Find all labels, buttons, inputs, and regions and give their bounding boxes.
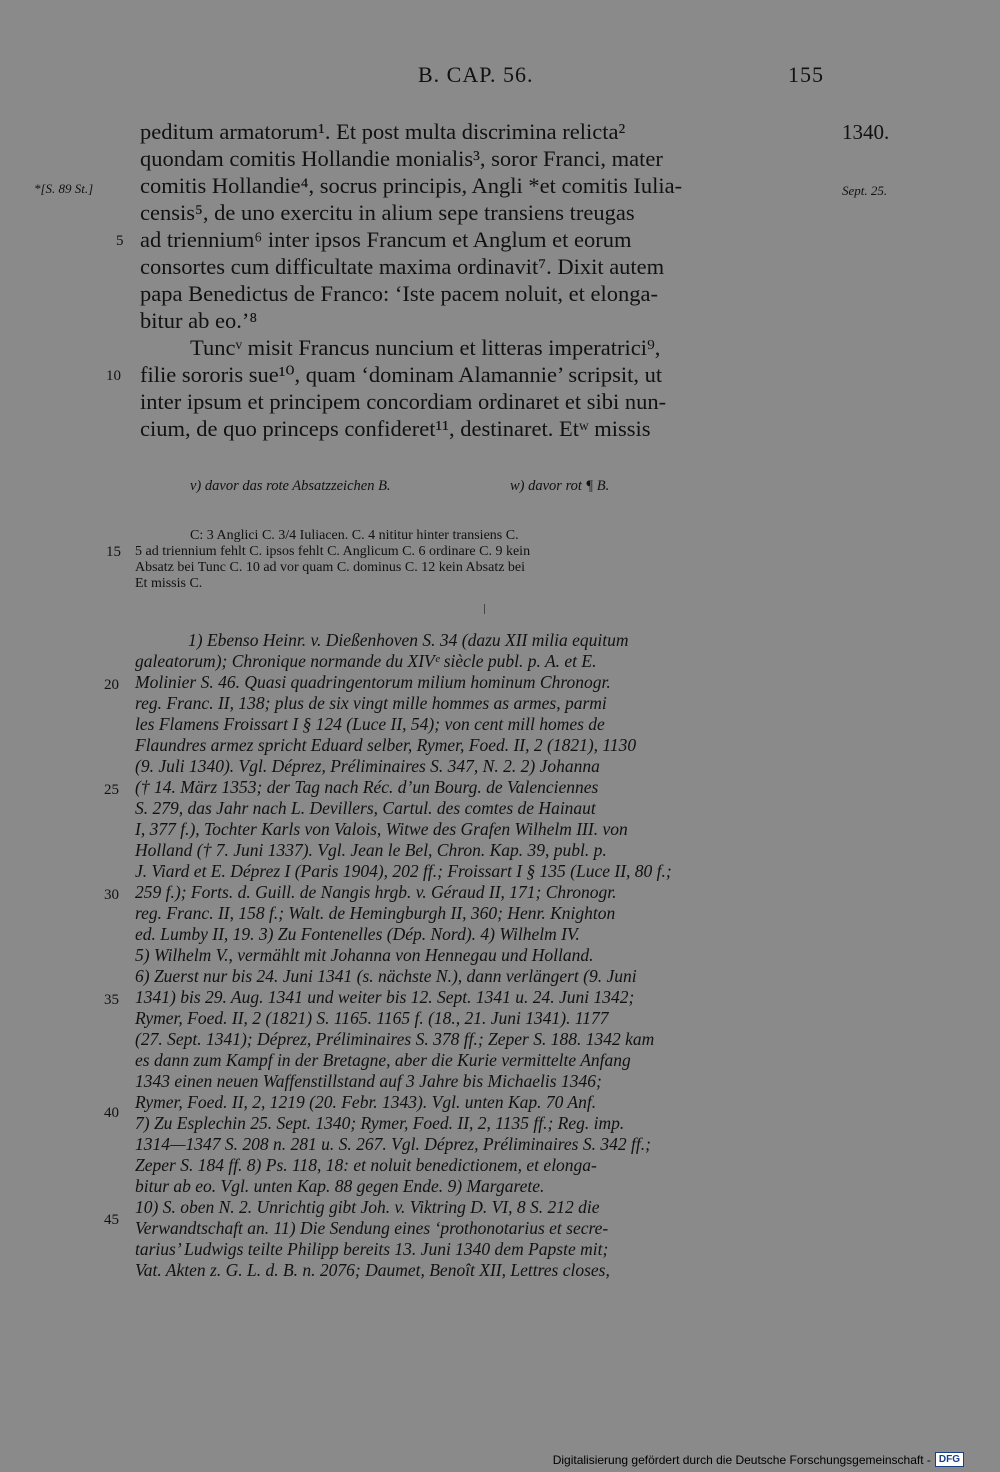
margin-year: 1340. xyxy=(842,120,890,144)
footnote-line: Molinier S. 46. Quasi quadringentorum milium hominum Chronogr. xyxy=(135,672,611,692)
running-title: B. CAP. 56. xyxy=(418,62,534,87)
line-number: 30 xyxy=(104,887,119,903)
dfg-footer xyxy=(553,1452,964,1467)
line-number: 10 xyxy=(106,368,121,384)
text-line: filie sororis sue¹⁰, quam ‘dominam Alamannie’ scripsit, ut xyxy=(140,362,663,387)
text-line: censis⁵, de uno exercitu in alium sepe transiens treugas xyxy=(140,200,635,225)
separator xyxy=(484,604,485,614)
apparatus-line: 5 ad triennium fehlt C. ipsos fehlt C. Anglicum C. 6 ordinare C. 9 kein xyxy=(135,544,531,559)
footnote-line: Flaundres armez spricht Eduard selber, Rymer, Foed. II, 2 (1821), 1130 xyxy=(135,735,637,755)
apparatus-line: C: 3 Anglici C. 3/4 Iuliacen. C. 4 nititur hinter transiens C. xyxy=(190,528,519,543)
footnote-line: S. 279, das Jahr nach L. Devillers, Cartul. des comtes de Hainaut xyxy=(135,798,596,818)
text-line: quondam comitis Hollandie monialis³, soror Franci, mater xyxy=(140,146,663,171)
footnote-line: tarius’ Ludwigs teilte Philipp bereits 13. Juni 1340 dem Papste mit; xyxy=(135,1239,609,1259)
text-line: peditum armatorum¹. Et post multa discrimina relicta² xyxy=(140,119,626,144)
margin-page-ref: *[S. 89 St.] xyxy=(34,181,94,196)
footnote-line: (27. Sept. 1341); Déprez, Préliminaires S. 378 ff.; Zeper S. 188. 1342 kam xyxy=(135,1029,655,1049)
footnote-line: 10) S. oben N. 2. Unrichtig gibt Joh. v. Viktring D. VI, 8 S. 212 die xyxy=(135,1197,600,1217)
text-line: cium, de quo princeps confideret¹¹, destinaret. Etʷ missis xyxy=(140,416,651,441)
footnote-line: Rymer, Foed. II, 2, 1219 (20. Febr. 1343). Vgl. unten Kap. 70 Anf. xyxy=(135,1092,597,1112)
line-number: 25 xyxy=(104,782,119,798)
footnote-line: 1341) bis 29. Aug. 1341 und weiter bis 12. Sept. 1341 u. 24. Juni 1342; xyxy=(135,987,635,1007)
footnote-line: ed. Lumby II, 19. 3) Zu Fontenelles (Dép. Nord). 4) Wilhelm IV. xyxy=(135,924,580,944)
footnote-line: 1314—1347 S. 208 n. 281 u. S. 267. Vgl. Déprez, Préliminaires S. 342 ff.; xyxy=(135,1134,651,1154)
footnote-line: Verwandtschaft an. 11) Die Sendung eines ‘prothonotarius et secre- xyxy=(135,1218,609,1238)
text-note-w: w) davor rot ¶ B. xyxy=(510,478,610,494)
footer-text: Digitalisierung gefördert durch die Deutsche Forschungsgemeinschaft - xyxy=(552,1452,931,1467)
footnote-line: les Flamens Froissart I § 124 (Luce II, 54); von cent mill homes de xyxy=(135,714,605,734)
text-line: Tuncᵛ misit Francus nuncium et litteras imperatrici⁹, xyxy=(190,335,661,360)
text-line: inter ipsum et principem concordiam ordinaret et sibi nun- xyxy=(140,389,667,414)
footnote-line: bitur ab eo. Vgl. unten Kap. 88 gegen Ende. 9) Margarete. xyxy=(135,1176,545,1196)
text-line: ad triennium⁶ inter ipsos Francum et Anglum et eorum xyxy=(140,227,632,252)
footnote-line: Holland († 7. Juni 1337). Vgl. Jean le Bel, Chron. Kap. 39, publ. p. xyxy=(135,840,607,860)
footnote-line: Vat. Akten z. G. L. d. B. n. 2076; Daumet, Benoît XII, Lettres closes, xyxy=(135,1260,610,1280)
line-number: 45 xyxy=(104,1212,119,1228)
apparatus-line: Absatz bei Tunc C. 10 ad vor quam C. dominus C. 12 kein Absatz bei xyxy=(135,560,526,575)
line-number: 5 xyxy=(116,233,124,249)
text-note-v: v) davor das rote Absatzzeichen B. xyxy=(190,478,391,494)
footnote-line: galeatorum); Chronique normande du XIVᵉ siècle publ. p. A. et E. xyxy=(135,651,597,671)
line-number: 20 xyxy=(104,677,119,693)
text-line: bitur ab eo.’⁸ xyxy=(140,308,258,333)
footnote-line: I, 377 f.), Tochter Karls von Valois, Witwe des Grafen Wilhelm III. von xyxy=(135,819,628,839)
text-line: consortes cum difficultate maxima ordinavit⁷. Dixit autem xyxy=(140,254,665,279)
footnote-line: 1343 einen neuen Waffenstillstand auf 3 Jahre bis Michaelis 1346; xyxy=(135,1071,602,1091)
footnote-line: J. Viard et E. Déprez I (Paris 1904), 202 ff.; Froissart I § 135 (Luce II, 80 f.; xyxy=(135,861,672,881)
footnote-line: 6) Zuerst nur bis 24. Juni 1341 (s. nächste N.), dann verlängert (9. Juni xyxy=(135,966,637,986)
dfg-logo: DFG xyxy=(935,1452,964,1467)
line-number: 15 xyxy=(106,544,121,560)
margin-date: Sept. 25. xyxy=(842,183,888,198)
footnote-line: reg. Franc. II, 138; plus de six vingt mille hommes as armes, parmi xyxy=(135,693,607,713)
footnote-line: 1) Ebenso Heinr. v. Dießenhoven S. 34 (dazu XII milia equitum xyxy=(188,630,629,650)
text-line: papa Benedictus de Franco: ‘Iste pacem noluit, et elonga- xyxy=(140,281,658,306)
footnote-line: Rymer, Foed. II, 2 (1821) S. 1165. 1165 f. (18., 21. Juni 1341). 1177 xyxy=(135,1008,609,1028)
footnote-line: 7) Zu Esplechin 25. Sept. 1340; Rymer, Foed. II, 2, 1135 ff.; Reg. imp. xyxy=(135,1113,625,1133)
text-line: comitis Hollandie⁴, socrus principis, Angli *et comitis Iulia- xyxy=(140,173,683,198)
footnote-line: 5) Wilhelm V., vermählt mit Johanna von Hennegau und Holland. xyxy=(135,945,594,965)
footnote-line: es dann zum Kampf in der Bretagne, aber die Kurie vermittelte Anfang xyxy=(135,1050,631,1070)
footnote-line: Zeper S. 184 ff. 8) Ps. 118, 18: et noluit benedictionem, et elonga- xyxy=(135,1155,597,1175)
footnote-line: 259 f.); Forts. d. Guill. de Nangis hrgb. v. Géraud II, 171; Chronogr. xyxy=(135,882,617,902)
apparatus-line: Et missis C. xyxy=(135,576,203,591)
line-number: 40 xyxy=(104,1105,119,1121)
line-number: 35 xyxy=(104,992,119,1008)
footnote-line: (9. Juli 1340). Vgl. Déprez, Préliminaires S. 347, N. 2. 2) Johanna xyxy=(135,756,600,776)
footnote-line: reg. Franc. II, 158 f.; Walt. de Hemingburgh II, 360; Henr. Knighton xyxy=(135,903,616,923)
footnote-line: († 14. März 1353; der Tag nach Réc. d’un Bourg. de Valenciennes xyxy=(135,777,599,797)
page-number: 155 xyxy=(788,62,824,87)
